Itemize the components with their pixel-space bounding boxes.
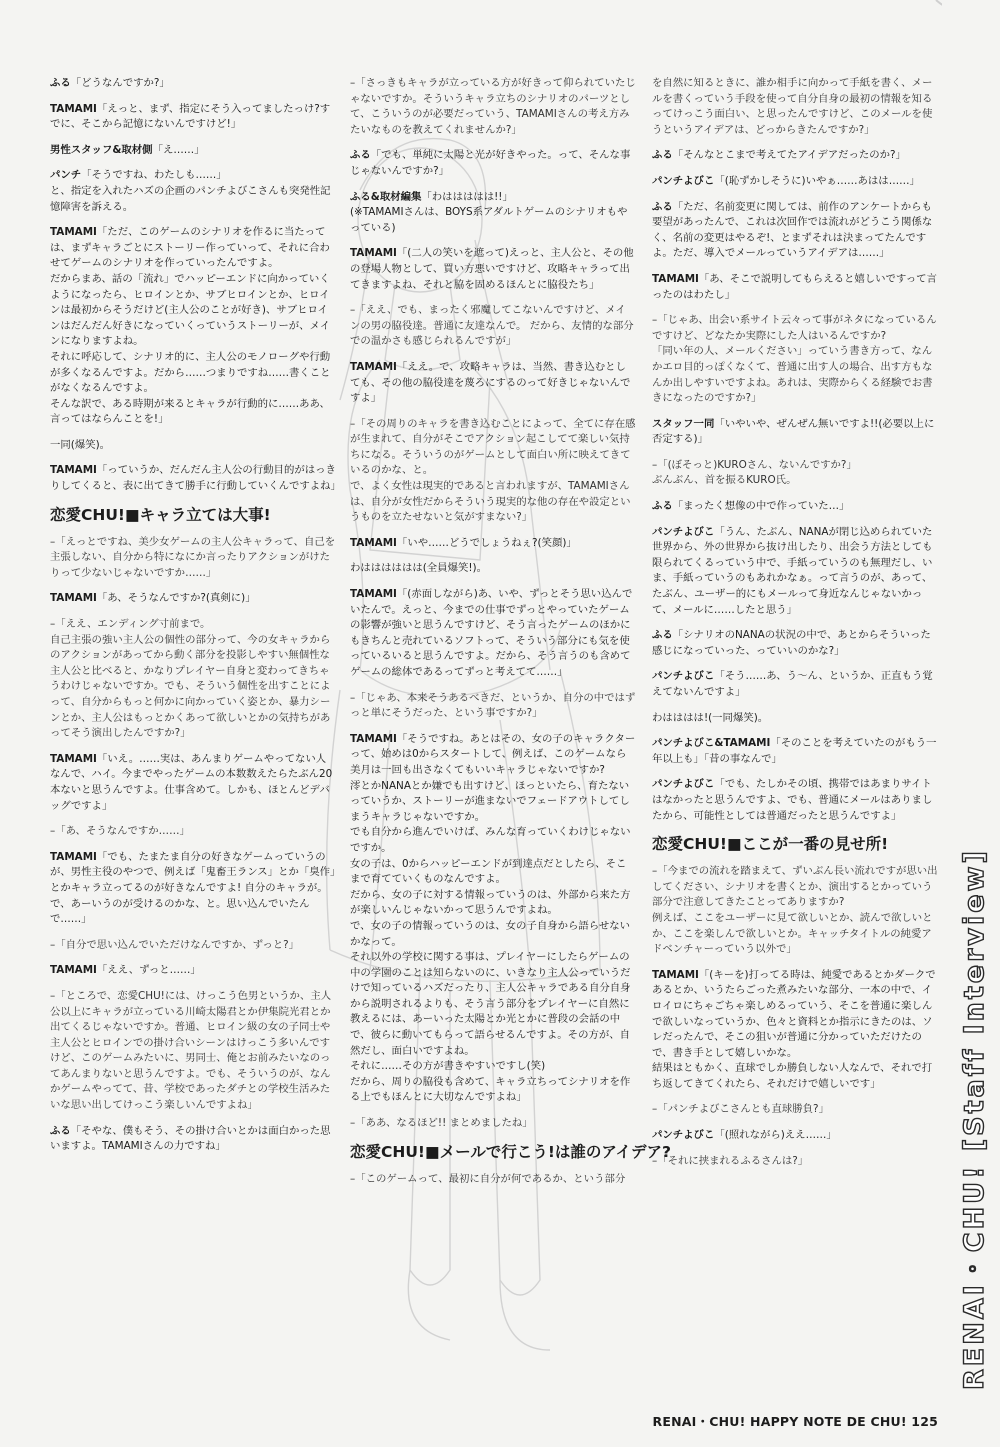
speaker-paragraph [50, 76, 336, 92]
speaker-paragraph [652, 272, 938, 303]
text-column-1 [50, 76, 341, 1165]
speaker-name: TAMAMI [50, 964, 97, 977]
speaker-paragraph [50, 1124, 336, 1155]
speaker-name: ふる [50, 1124, 71, 1137]
speaker-name: パンチよびこ [652, 174, 715, 187]
speaker-name: TAMAMI [50, 752, 97, 765]
paragraph-text: –「パンチよびこさんとも直球勝負?」 [652, 1103, 829, 1116]
paragraph-text: 「(赤面しながら)あ、いや、ずっとそう思い込んでいたんで。えっと、今までの仕事でずっとやっていたゲームの影響が強いと思うんですけど、そう言ったゲームのほかにもきちんと売れているソフトって、そういう部分にも気を使っているいると思うんですよ。だから、そう言うのも含めてゲームの総体であるってずっと考えてて……」 [350, 588, 633, 678]
speaker-name: TAMAMI [350, 732, 397, 745]
speaker-name: TAMAMI [50, 592, 97, 605]
paragraph-text: 「うん、たぶん、NANAが閉じ込められていた世界から、外の世界から抜け出したり、出会う方法としても限られてくるっていう中で、手紙っていうのも無理だし、いま、手紙っていうのもあれかなぁ。って言うのが、あって、たぶん、ユーザー的にもメールって身近なんじゃないかって、メールに……したと思う」 [652, 525, 933, 616]
paragraph-text: 「っていうか、だんだん主人公の行動目的がはっきりしてくると、表に出てきて勝手に行動していくんですよね」 [50, 464, 341, 493]
sidebar-title: RENAI・CHU! [Staff Interview] [959, 848, 990, 1390]
paragraph-text: 「そう……あ、う～ん、というか、正直もう覚えてないんですよ」 [652, 670, 933, 698]
speaker-paragraph [652, 148, 938, 164]
interviewer-question [350, 1172, 636, 1188]
speaker-name: TAMAMI [350, 247, 397, 260]
speaker-paragraph [350, 732, 636, 1106]
paragraph-text: –「えっとですね、美少女ゲームの主人公キャラって、自己を主張しない、自分から特になにか言ったりアクションがけたりって少ないじゃないですか……」 [50, 535, 336, 579]
speaker-name: スタッフ一同 [652, 417, 715, 430]
paragraph-text: 「そんなとこまで考えてたアイデアだったのか?」 [672, 149, 906, 162]
paragraph-text: 「まったく想像の中で作っていた…」 [672, 500, 850, 513]
paragraph-text: 「えっと、まず、指定にそう入ってましたっけ?すでに、そこから記憶にないんですけど!」 [50, 102, 331, 131]
speaker-paragraph [350, 246, 636, 293]
paragraph-text: 「あ、そうなんですか?(真剣に)」 [96, 592, 256, 605]
interviewer-question [652, 1102, 938, 1118]
speaker-paragraph [652, 1128, 938, 1144]
speaker-paragraph [50, 168, 336, 215]
paragraph-text: 「そやな、僕もそう、その掛け合いとかは面白かった思いますよ。TAMAMIさんの力ですね」 [50, 1124, 331, 1153]
speaker-name: ふる [652, 629, 673, 642]
speaker-paragraph [350, 190, 636, 237]
speaker-paragraph [50, 463, 341, 494]
section-heading: 恋愛CHU!■ここが一番の見せ所! [652, 835, 889, 854]
paragraph-text: 「(恥ずかしそうに)いやぁ……あはは……」 [714, 174, 920, 187]
paragraph-text: –「その周りのキャラを書き込むことによって、全てに存在感が生まれて、自分がそこでアクション起こしてて楽しい気持ちになる。そういうのがゲームとして面白い所に映えてきているのかな、と。 で、よく女性は現実的であると言われますが、TAMAMIさんは、自分が女性だからそういう現実的な他の存在や設定というものを立たせないと気がすまない?」 [350, 417, 636, 524]
interviewer-question [50, 989, 336, 1114]
speaker-name: ふる [652, 149, 673, 162]
interviewer-question [50, 535, 336, 582]
speaker-paragraph [652, 736, 938, 767]
paragraph-text: 「でも、単純に太陽と光が好きやった。って、そんな事じゃないんですか?」 [350, 149, 631, 177]
speaker-paragraph [652, 525, 938, 619]
speaker-name: TAMAMI [350, 536, 397, 549]
speaker-paragraph [50, 850, 336, 928]
text-column-3 [652, 76, 938, 1179]
interviewer-question [652, 458, 938, 489]
speaker-paragraph [652, 669, 938, 700]
paragraph-text: 「ただ、このゲームのシナリオを作るに当たっては、まずキャラごとにストーリー作っていって、それに合わせてゲームのシナリオを作っていったんですよ。 だからまあ、話の「流れ」でハッピーエンドに向かっていくようになったら、ヒロインとか、サブヒロインとか、ヒロインは最初からそうだけど(主人公のことが好き)、サブヒロインはだんだん好きになっていくっていうストーリーが、メインになりますよね。 それに呼応して、シナリオ的に、主人公のモノローグや行動が多くなるんですよ。だから……つまりですね……書くことがなくなるんですよ。 そんな訳で、ある時期が来るとキャラが行動的に……ああ、言ってはならんことを!」 [50, 226, 331, 426]
speaker-name: TAMAMI [50, 464, 97, 477]
paragraph-text: –「今までの流れを踏まえて、ずいぶん長い流れですが思い出してください、シナリオを書くとか、演出するとかっていう部分で注意してきたことってありますか? 例えば、ここをユーザーに見て欲しいとか、読んで欲しいとか、ここを楽しんで欲しいとか。キャッチタイトルの純愛アドベンチャーっていう以外で」 [652, 865, 938, 956]
text-column-2 [350, 76, 672, 1197]
paragraph-text: 「そのことを考えていたのがもう一年以上も」「昔の事なんで」 [652, 737, 937, 765]
paragraph-text: –「(ぼそっと)KUROさん、ないんですか?」 ぶんぶん、首を振るKURO氏。 [652, 458, 857, 487]
speaker-paragraph [50, 963, 336, 979]
paragraph-text: 「わははははは!!」 (※TAMAMIさんは、BOYS系アダルトゲームのシナリオもやっている) [350, 190, 628, 234]
paragraph-text: –「じゃあ、本来そうあるべきだ、というか、自分の中ではずっと単にそうだった、という事ですか?」 [350, 691, 636, 720]
paragraph-text: 「あ、そこで説明してもらえると嬉しいですって言ったのはわたし」 [652, 272, 937, 301]
speaker-name: TAMAMI [350, 588, 397, 601]
paragraph-text: –「じゃあ、出会い系サイト云々って事がネタになっているんですけど、どなたか実際にした人はいるんですか? 「同い年の人、メールください」っていう書き方って、なんかエロ目的っぽくなくて、普通に出す人の場合、出す方もなんか出しやすいですよね。あれは、実際からくる経験でお書きになったのですか?」 [652, 314, 937, 405]
paragraph-text: –「ああ、なるほど!! まとめましたね」 [350, 1117, 533, 1130]
paragraph-text: 「そうですね、わたしも……」 と、指定を入れたハズの企画のパンチよびこさんも突発性記憶障害を訴える。 [50, 169, 331, 213]
paragraph-text: 「そうですね。あとはその、女の子のキャラクターって、始めは0からスタートして、例えば、このゲームなら美月は一回も出さなくてもいいキャラじゃないですか? 澪とかNANAとか嫌でも出すけど、ほっといたら、育たないっていうか、ストーリーが進まないでフェードアウトしてしまうキャラじゃないですか。 でも自分から進んでいけば、みんな育っていくわけじゃないですか。 女の子は、0からハッピーエンドが到達点だとしたら、そこまで育てていくものなんですよ。 だから、女の子に対する情報っていうのは、外部から来た方が楽しいんじゃないかって思うんですよね。 で、女の子の情報っていうのは、女の子自身から語らせないかなって。 それ以外の学校に関する事は、プレイヤーにしたらゲームの中の学園のことは知らないのに、いきなり主人公っていうだけで知っているハズだったり、主人公キャラである自分自身から説明されるよりも、そう言う部分をプレイヤーに自然に教えるには、あーいった太陽とか光とかに普段の会話の中で、彼らに動いてもらって語らせるんですよ。その方が、自然だし、面白いですよね。 それに……その方が書きやすいですし(笑) だから、周りの脇役も含めて、キャラ立ちってシナリオを作る上でもほんとに大切なんですよね」 [350, 732, 636, 1104]
paragraph-text: わはははは!(一同爆笑)。 [652, 711, 769, 724]
speaker-name: TAMAMI [50, 850, 97, 863]
speaker-paragraph [350, 587, 636, 681]
paragraph-text: 「どうなんですか?」 [70, 77, 170, 89]
interviewer-question [350, 691, 636, 722]
interviewer-question [652, 76, 938, 138]
speaker-name: TAMAMI [652, 272, 699, 285]
paragraph-text: 「ええ、ずっと……」 [96, 964, 201, 977]
narration-paragraph [50, 438, 336, 454]
interviewer-question [350, 303, 636, 350]
speaker-name: ふる [350, 149, 371, 162]
paragraph-text: –「ええ、でも、まったく邪魔してこないんですけど、メインの男の脇役達。普通に友達なんで。 だから、友情的な部分での温かさも感じられるんですが」 [350, 304, 634, 348]
narration-paragraph [652, 711, 938, 727]
paragraph-text: 「ただ、名前変更に関しては、前作のアンケートからも要望があったんで、これは次回作では流れがどうこう関係なく、名前の変更はやるぞ!、とまずそれは決まってたんですよ。ただ、導入でメールっていうアイデアは……」 [652, 200, 933, 260]
interviewer-question [652, 864, 938, 958]
paragraph-text: 「いやいや、ぜんぜん無いですよ!!(必要以上に否定する)」 [652, 417, 935, 446]
paragraph-text: 「でも、たまたま自分の好きなゲームっていうのが、男性主役のやつで、例えば「鬼畜王ランス」とか「臭作」とかキャラ立ってるのが好きなんですよ! 自分のキャラが。で、あーいうのが受けるのかな、と。思い込んでいたんで……」 [50, 850, 336, 926]
speaker-paragraph [652, 174, 938, 190]
paragraph-text: 「(二人の笑いを遮って)えっと、主人公と、その他の登場人物として、買い方悪いですけど、攻略キャラって出てきますよね、それと脇を固めるほんとに脇役たち」 [350, 247, 634, 291]
speaker-paragraph [350, 536, 636, 552]
paragraph-text: 「いえ。……実は、あんまりゲームやってない人なんで、ハイ。今までやったゲームの本数数えたらたぶん20本ないと思うんですよ。仕事含めて。しかも、ほとんどデバッグですよ」 [50, 752, 333, 812]
paragraph-text: 「(照れながら)ええ……」 [714, 1129, 837, 1142]
paragraph-text: 「え……」 [152, 143, 205, 156]
speaker-name: ふる [652, 500, 673, 513]
speaker-paragraph [350, 148, 636, 179]
paragraph-text: 「ええ。で、攻略キャラは、当然、書き込むとしても、その他の脇役達を蔑ろにするのって好きじゃないんですよ」 [350, 360, 631, 405]
paragraph-text: を自然に知るときに、誰か相手に向かって手紙を書く、メールを書くっていう手段を使って自分自身の最初の情報を知るってけっこう面白い、と思ったんですけど、このメールを使うというアイデアは、どっからきたんですか?」 [652, 77, 933, 136]
speaker-name: 男性スタッフ&取材側 [50, 143, 153, 156]
speaker-paragraph [50, 143, 336, 159]
interviewer-question [652, 313, 938, 407]
interviewer-question [350, 417, 636, 526]
narration-paragraph [350, 561, 636, 577]
speaker-name: TAMAMI [652, 968, 699, 981]
speaker-name: パンチよびこ [652, 525, 715, 538]
speaker-name: TAMAMI [50, 102, 97, 115]
interviewer-question [50, 617, 336, 742]
section-heading: 恋愛CHU!■メールで行こう!は誰のアイデア? [350, 1142, 672, 1161]
speaker-name: ふる [652, 200, 673, 213]
paragraph-text: 一同(爆笑)。 [50, 438, 111, 451]
paragraph-text: –「自分で思い込んでいただけなんですか、ずっと?」 [50, 938, 300, 951]
speaker-paragraph [50, 591, 336, 607]
speaker-name: パンチよびこ [652, 1129, 715, 1142]
paragraph-text: –「ええ、エンディング寸前まで。 自己主張の強い主人公の個性の部分って、今の女キャラからのアクションがあってから動く部分を投影しやすい無個性な主人公と比べると、かなりプレイヤー自身と変わってきちゃうわけじゃないですか。でも、そういう個性を出すことによって、自分からもっと何かに向かっていく姿とか、暴力シーンとか、主人公はもっとかくあって欲しいとかの気持ちがあってそう演出したんですか?」 [50, 618, 331, 740]
paragraph-text: 「(キーを)打ってる時は、純愛であるとかダークであるとか、いうたらごった煮みたいな部分、一本の中で、イロイロにちゃごちゃ楽しめるっていう、そこを普通に楽しんで欲しいなっていうか、色々と資料とか指示にきたのは、ソレだったんで、そこの狙いが普通に分かっていただけたので、書き手として嬉しいかな。 結果はともかく、直球でしか勝負しない人なんで、それで打ち返してきてくれたら、それだけで嬉しいです」 [652, 968, 936, 1090]
interviewer-question [50, 824, 336, 840]
section-heading: 恋愛CHU!■キャラ立ては大事! [50, 505, 271, 524]
speaker-paragraph [652, 417, 938, 448]
speaker-name: ふる&取材編集 [350, 190, 422, 203]
speaker-name: パンチよびこ [652, 778, 715, 791]
speaker-name: パンチ [50, 169, 82, 182]
speaker-name: ふる [50, 77, 71, 89]
speaker-name: TAMAMI [350, 360, 397, 373]
speaker-paragraph [652, 628, 938, 659]
speaker-paragraph [50, 102, 336, 133]
paragraph-text: –「さっきもキャラが立っている方が好きって仰られていたじゃないですか。そういうキャラ立ちのシナリオのパーツとして、こういうのが必要だっていう、TAMAMIさんの考え方みたいなものを教えてくれませんか?」 [350, 77, 636, 136]
speaker-paragraph [50, 752, 336, 814]
speaker-name: パンチよびこ [652, 670, 715, 683]
speaker-paragraph [50, 225, 336, 428]
paragraph-text: 「でも、たしかその頃、携帯ではあまりサイトはなかったと思うんですよ、でも、普通にメールはありましたから、可能性としては普通だったと思うんですよ」 [652, 778, 933, 822]
paragraph-text: –「それに挟まれるふるさんは?」 [652, 1154, 809, 1167]
paragraph-text: 「いや……どうでしょうねぇ?(笑顔)」 [396, 536, 577, 549]
page-footer: RENAI・CHU! HAPPY NOTE DE CHU! 125 [652, 1414, 938, 1429]
interviewer-question [350, 76, 636, 138]
sidebar-strip [942, 0, 1000, 1447]
speaker-paragraph [350, 360, 636, 407]
paragraph-text: –「あ、そうなんですか……」 [50, 825, 190, 838]
paragraph-text: –「ところで、恋愛CHU!には、けっこう色男というか、主人公以上にキャラが立っている川崎太陽君とか伊集院光君とか出てくるじゃないですか。普通、ヒロイン級の女の子同士や主人公とヒロインでの掛け合いシーンはけっこう多いんですけど、このゲームみたいに、男同士、俺とお前みたいなのってあんまりないと思うんですよ。でも、そういうのが、なんかゲームやってて、昔、学校であったダチとの学校生活みたいな思い出してけっこう楽しいんですよね」 [50, 989, 332, 1112]
speaker-paragraph [652, 968, 938, 1093]
speaker-paragraph [652, 777, 938, 824]
interviewer-question [350, 1116, 636, 1132]
speaker-name: TAMAMI [50, 226, 97, 239]
interviewer-question [652, 1154, 938, 1170]
speaker-paragraph [652, 200, 938, 262]
paragraph-text: わはははははは(全員爆笑!)。 [350, 562, 487, 575]
interviewer-question [50, 938, 336, 954]
paragraph-text: 「シナリオのNANAの状況の中で、あとからそういった感じになっていった、っていいのかな?」 [652, 629, 931, 657]
speaker-paragraph [652, 499, 938, 515]
speaker-name: パンチよびこ&TAMAMI [652, 737, 771, 750]
paragraph-text: –「このゲームって、最初に自分が何であるか、という部分 [350, 1172, 626, 1185]
